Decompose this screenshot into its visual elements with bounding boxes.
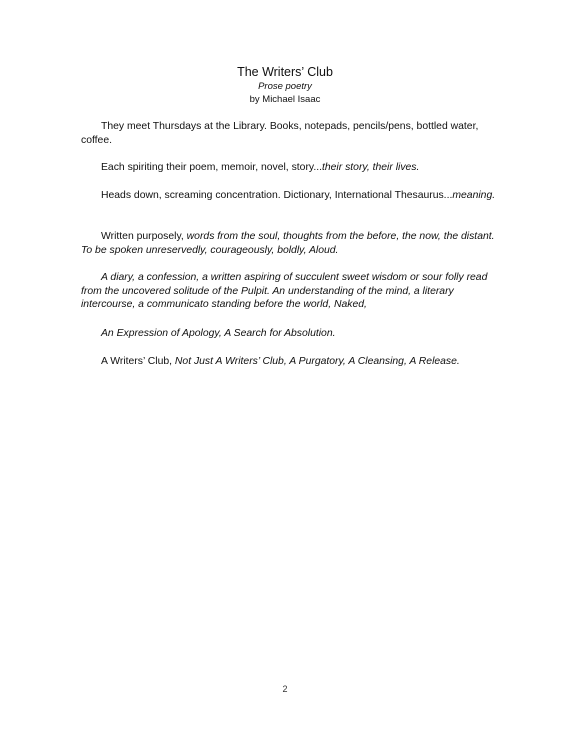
paragraph-6 [81, 327, 499, 341]
page-number: 2 [282, 684, 288, 694]
paragraph-5 [81, 271, 499, 312]
paragraph-1 [81, 120, 499, 147]
paragraph-7 [81, 355, 499, 369]
paragraph-1-text: They meet Thursdays at the Library. Books, notepads, pencils/pens, bottled water, coffee. [81, 121, 479, 146]
paragraph-4-italic-text: words from the soul, thoughts from the before, the now, the distant. To be spoken unreservedly, courageously, boldly, Aloud. [81, 231, 495, 256]
paragraph-7-text: A Writers’ Club, [101, 356, 175, 367]
paragraph-6-italic-text: An Expression of Apology, A Search for Absolution. [101, 328, 336, 339]
document-subtitle: Prose poetry [258, 81, 312, 92]
paragraph-2-italic-text: their story, their lives. [321, 162, 420, 173]
document-title: The Writers’ Club [237, 65, 333, 79]
paragraph-2-text: Each spiriting their poem, memoir, novel, story... [101, 162, 322, 173]
paragraph-3-italic-text: meaning. [452, 190, 496, 201]
paragraph-5-italic-text: A diary, a confession, a written aspiring of succulent sweet wisdom or sour folly read from the uncovered solitude of the Pulpit. An understanding of the mind, a literary intercourse, a communicato standing before the world, Naked, [81, 272, 488, 311]
paragraph-4-text: Written purposely, [101, 231, 187, 242]
paragraph-7-italic-text: Not Just A Writers’ Club, A Purgatory, A Cleansing, A Release. [174, 356, 460, 367]
paragraph-3-text: Heads down, screaming concentration. Dictionary, International Thesaurus... [101, 190, 453, 201]
paragraph-4 [81, 230, 499, 257]
paragraph-3 [81, 189, 499, 203]
document-author: by Michael Isaac [249, 94, 321, 105]
paragraph-2 [81, 161, 499, 175]
